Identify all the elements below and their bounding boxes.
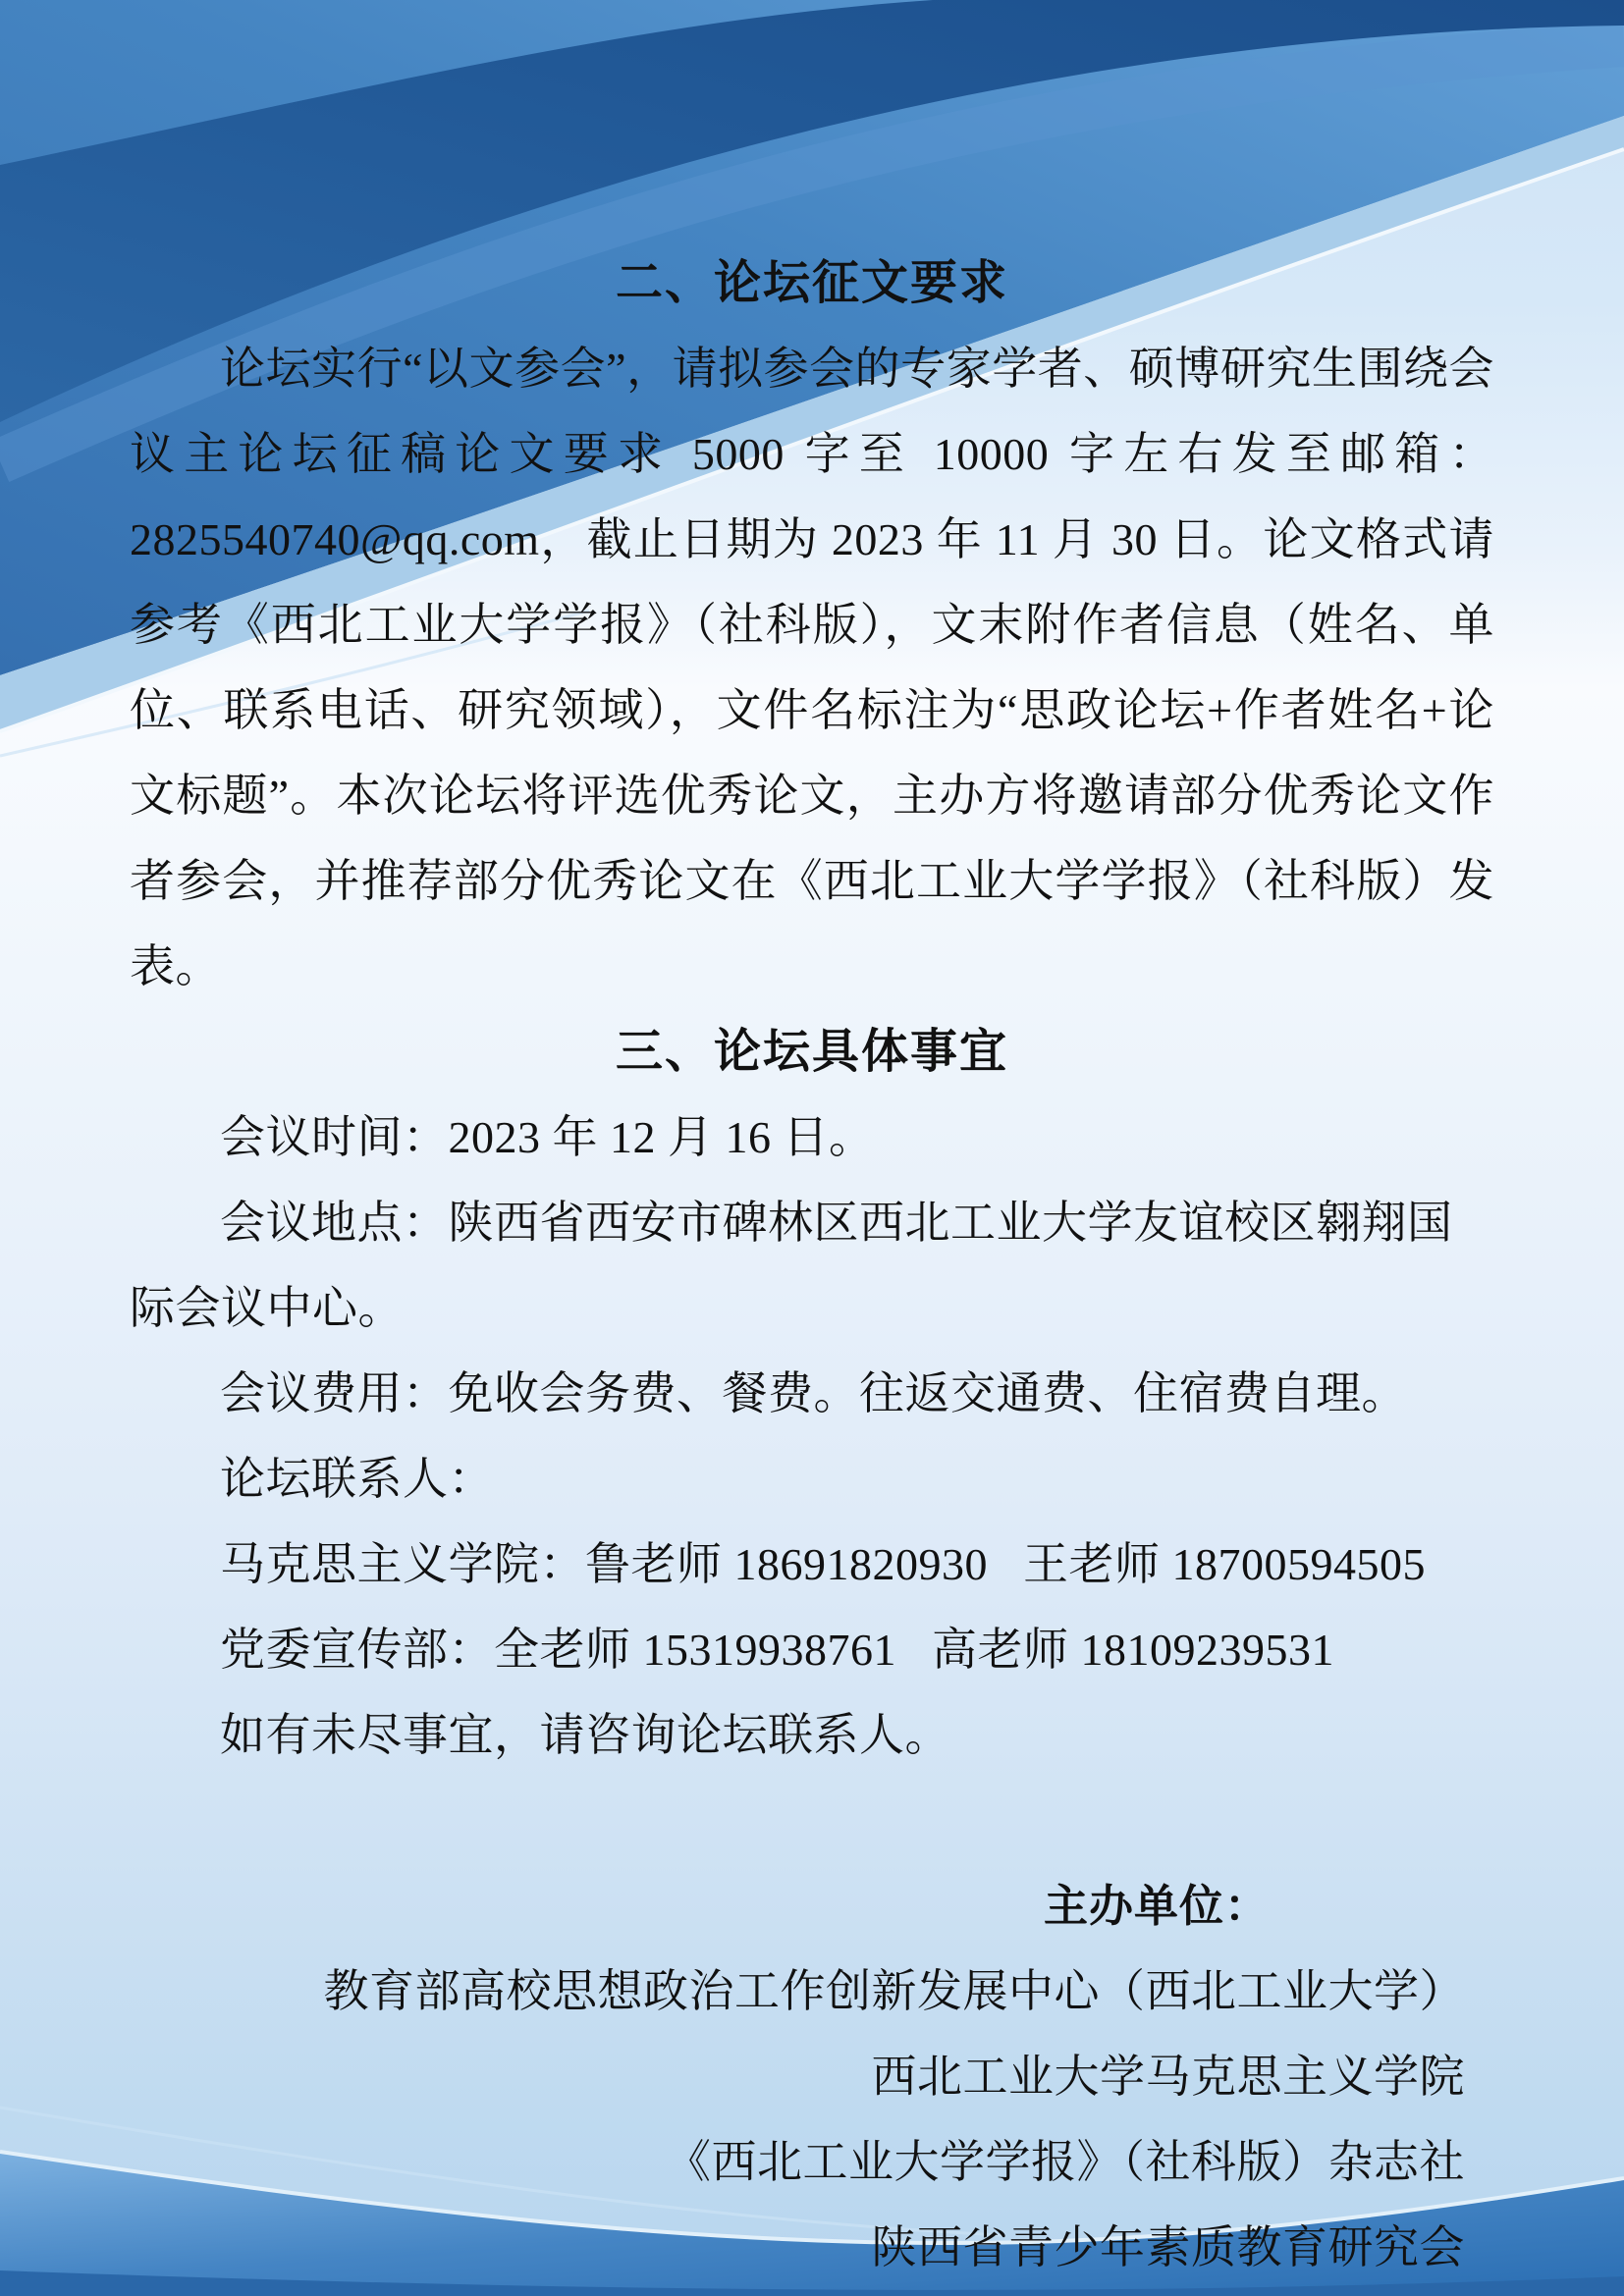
organizer-item-2: 西北工业大学马克思主义学院	[871, 2052, 1465, 2102]
organizers-heading: 主办单位：	[1044, 1881, 1271, 1931]
meeting-time-line: 会议时间：2023 年 12 月 16 日。	[220, 1112, 875, 1162]
contacts-label-line: 论坛联系人：	[220, 1454, 494, 1504]
organizer-item-1: 教育部高校思想政治工作创新发展中心（西北工业大学）	[323, 1966, 1465, 2016]
document-content	[130, 240, 1494, 2290]
marxism-school-contacts-line: 马克思主义学院：鲁老师 18691820930 王老师 18700594505	[220, 1539, 1426, 1589]
blank-line	[130, 1778, 1494, 1863]
organizer-item-3: 《西北工业大学学报》（社科版）杂志社	[666, 2137, 1465, 2187]
further-questions-line: 如有未尽事宜，请咨询论坛联系人。	[220, 1710, 950, 1760]
organizer-item-4: 陕西省青少年素质教育研究会	[871, 2222, 1465, 2272]
propaganda-dept-contacts-line: 党委宣传部：全老师 15319938761 高老师 18109239531	[220, 1625, 1334, 1675]
call-for-papers-paragraph: 论坛实行“以文参会”，请拟参会的专家学者、硕博研究生围绕会议主论坛征稿论文要求 5000 字至 10000 字左右发至邮箱：2825540740@qq.com，截止日期为 2023 年 11 月 30 日。论文格式请参考《西北工业大学学报》（社科版），文末附作者信息（姓名、单位、联系电话、研究领域），文件名标注为“思政论坛+作者姓名+论文标题”。本次论坛将评选优秀论文，主办方将邀请部分优秀论文作者参会，并推荐部分优秀论文在《西北工业大学学报》（社科版）发表。	[130, 344, 1494, 991]
section-heading-call-for-papers: 二、论坛征文要求	[615, 257, 1008, 309]
meeting-fee-line: 会议费用：免收会务费、餐费。往返交通费、住宿费自理。	[220, 1368, 1407, 1418]
section-heading-forum-details: 三、论坛具体事宜	[615, 1026, 1008, 1078]
meeting-location-line: 会议地点：陕西省西安市碑林区西北工业大学友谊校区翱翔国际会议中心。	[130, 1198, 1453, 1333]
